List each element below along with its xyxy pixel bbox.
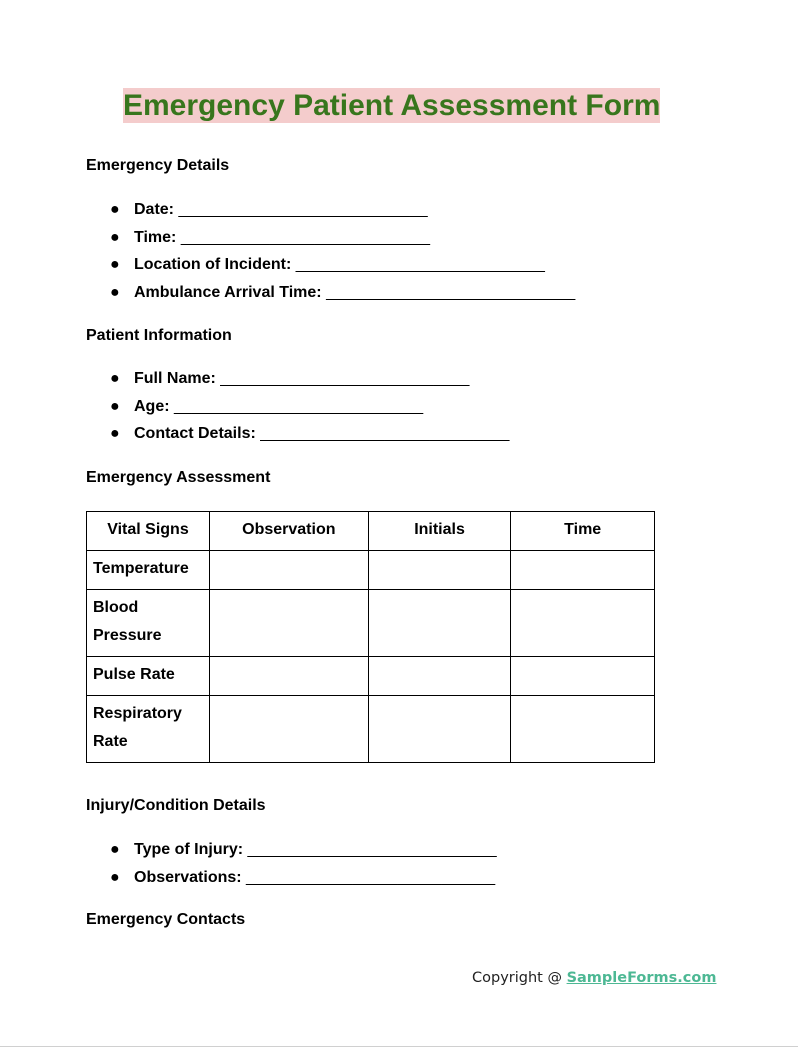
field-observations (86, 868, 497, 896)
bullet-icon: ● (110, 283, 120, 301)
field-contact-details (86, 424, 509, 452)
section-heading-injury-condition-details: Injury/Condition Details (86, 797, 266, 814)
field-type-of-injury (86, 840, 497, 868)
column-header-initials: Initials (368, 512, 511, 551)
initials-cell[interactable] (368, 590, 511, 657)
initials-cell[interactable] (368, 551, 511, 590)
bullet-icon: ● (110, 228, 120, 246)
page-bottom-divider (0, 1046, 798, 1047)
location-blank-line[interactable]: ____________________________ (295, 256, 545, 273)
bullet-icon: ● (110, 256, 120, 273)
row-label-temperature: Temperature (87, 551, 210, 590)
table-row (87, 696, 655, 763)
field-label: Date: (134, 201, 175, 218)
bullet-icon: ● (110, 425, 120, 442)
column-header-time: Time (511, 512, 655, 551)
page-title: Emergency Patient Assessment Form (123, 89, 661, 122)
type-of-injury-blank-line[interactable]: ____________________________ (247, 841, 497, 858)
field-label: Full Name: (134, 370, 216, 387)
field-label: Location of Incident: (134, 256, 292, 273)
column-header-observation: Observation (209, 512, 368, 551)
observation-cell[interactable] (209, 657, 368, 696)
emergency-details-list (86, 200, 575, 310)
observation-cell[interactable] (209, 590, 368, 657)
section-heading-emergency-assessment: Emergency Assessment (86, 469, 271, 486)
field-label: Observations: (134, 868, 242, 886)
bullet-icon: ● (110, 841, 120, 858)
injury-condition-list (86, 840, 497, 895)
sampleforms-link[interactable]: SampleForms.com (566, 970, 717, 986)
observation-cell[interactable] (209, 551, 368, 590)
field-location-of-incident (86, 255, 575, 283)
bullet-icon: ● (110, 201, 120, 218)
field-label: Ambulance Arrival Time: (134, 283, 322, 301)
row-label-blood-pressure: Blood Pressure (87, 590, 210, 657)
bullet-icon: ● (110, 868, 120, 886)
ambulance-arrival-blank-line[interactable]: ____________________________ (326, 283, 576, 301)
bullet-icon: ● (110, 370, 120, 387)
copyright-text: Copyright @ (472, 970, 567, 986)
row-label-pulse-rate: Pulse Rate (87, 657, 210, 696)
field-label: Time: (134, 228, 177, 246)
field-ambulance-arrival-time (86, 283, 575, 311)
time-cell[interactable] (511, 696, 655, 763)
table-row (87, 657, 655, 696)
copyright-footer (472, 968, 716, 988)
age-blank-line[interactable]: ____________________________ (174, 397, 424, 415)
section-heading-emergency-contacts: Emergency Contacts (86, 911, 246, 928)
initials-cell[interactable] (368, 657, 511, 696)
bullet-icon: ● (110, 397, 120, 415)
initials-cell[interactable] (368, 696, 511, 763)
observation-cell[interactable] (209, 696, 368, 763)
field-age (86, 397, 509, 425)
column-header-vital-signs: Vital Signs (87, 512, 210, 551)
field-label: Contact Details: (134, 425, 256, 442)
field-full-name (86, 369, 509, 397)
date-blank-line[interactable]: ____________________________ (178, 201, 428, 218)
row-label-respiratory-rate: Respiratory Rate (87, 696, 210, 763)
contact-details-blank-line[interactable]: ____________________________ (260, 425, 510, 442)
patient-information-list (86, 369, 509, 452)
table-row (87, 590, 655, 657)
field-label: Type of Injury: (134, 841, 244, 858)
section-heading-emergency-details: Emergency Details (86, 157, 230, 174)
table-row (87, 551, 655, 590)
time-cell[interactable] (511, 551, 655, 590)
full-name-blank-line[interactable]: ____________________________ (220, 370, 470, 387)
vital-signs-table (86, 511, 655, 763)
field-time (86, 228, 575, 256)
table-header-row (87, 512, 655, 551)
observations-blank-line[interactable]: ____________________________ (246, 868, 496, 886)
time-cell[interactable] (511, 657, 655, 696)
time-blank-line[interactable]: ____________________________ (180, 228, 430, 246)
field-label: Age: (134, 397, 170, 415)
time-cell[interactable] (511, 590, 655, 657)
section-heading-patient-information: Patient Information (86, 327, 232, 344)
field-date (86, 200, 575, 228)
